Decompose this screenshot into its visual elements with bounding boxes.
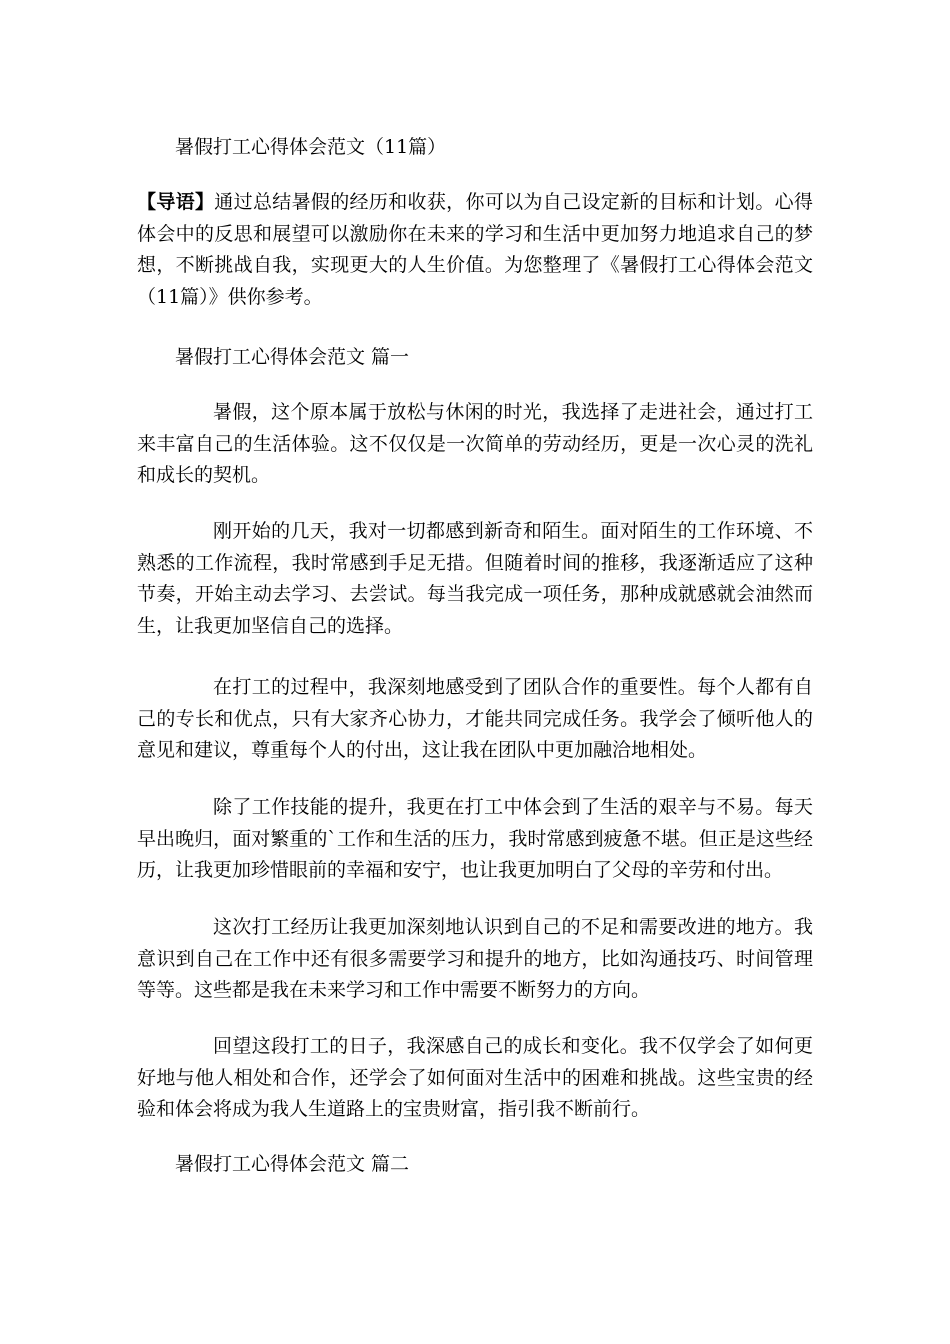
- section-heading-2: 暑假打工心得体会范文 篇二: [175, 1153, 410, 1175]
- body-paragraph: 回望这段打工的日子，我深感自己的成长和变化。我不仅学会了如何更好地与他人相处和合作，还学会了如何面对生活中的困难和挑战。这些宝贵的经验和体会将成为我人生道路上的宝贵财富，指引我不断前行。: [137, 1035, 813, 1120]
- body-paragraph: 这次打工经历让我更加深刻地认识到自己的不足和需要改进的地方。我意识到自己在工作中还有很多需要学习和提升的地方，比如沟通技巧、时间管理等等。这些都是我在未来学习和工作中需要不断努力的方向。: [137, 916, 813, 1001]
- body-paragraph: 在打工的过程中，我深刻地感受到了团队合作的重要性。每个人都有自己的专长和优点，只有大家齐心协力，才能共同完成任务。我学会了倾听他人的意见和建议，尊重每个人的付出，这让我在团队中更加融洽地相处。: [137, 676, 813, 761]
- body-paragraph: 暑假，这个原本属于放松与休闲的时光，我选择了走进社会，通过打工来丰富自己的生活体验。这不仅仅是一次简单的劳动经历，更是一次心灵的洗礼和成长的契机。: [137, 401, 813, 486]
- body-paragraph: 除了工作技能的提升，我更在打工中体会到了生活的艰辛与不易。每天早出晚归，面对繁重的`工作和生活的压力，我时常感到疲惫不堪。但正是这些经历，让我更加珍惜眼前的幸福和安宁，也让我更加明白了父母的辛劳和付出。: [137, 796, 813, 881]
- intro-paragraph: [137, 187, 813, 313]
- body-paragraph: 刚开始的几天，我对一切都感到新奇和陌生。面对陌生的工作环境、不熟悉的工作流程，我时常感到手足无措。但随着时间的推移，我逐渐适应了这种节奏，开始主动去学习、去尝试。每当我完成一项任务，那种成就感就会油然而生，让我更加坚信自己的选择。: [137, 520, 813, 637]
- document-title: 暑假打工心得体会范文（11篇）: [175, 136, 447, 158]
- section-heading-1: 暑假打工心得体会范文 篇一: [175, 346, 410, 368]
- intro-text: 通过总结暑假的经历和收获，你可以为自己设定新的目标和计划。心得体会中的反思和展望可以激励你在未来的学习和生活中更加努力地追求自己的梦想，不断挑战自我，实现更大的人生价值。为您整理了《暑假打工心得体会范文（11篇）》供你参考。: [137, 191, 813, 308]
- intro-tag: 【导语】: [137, 191, 215, 213]
